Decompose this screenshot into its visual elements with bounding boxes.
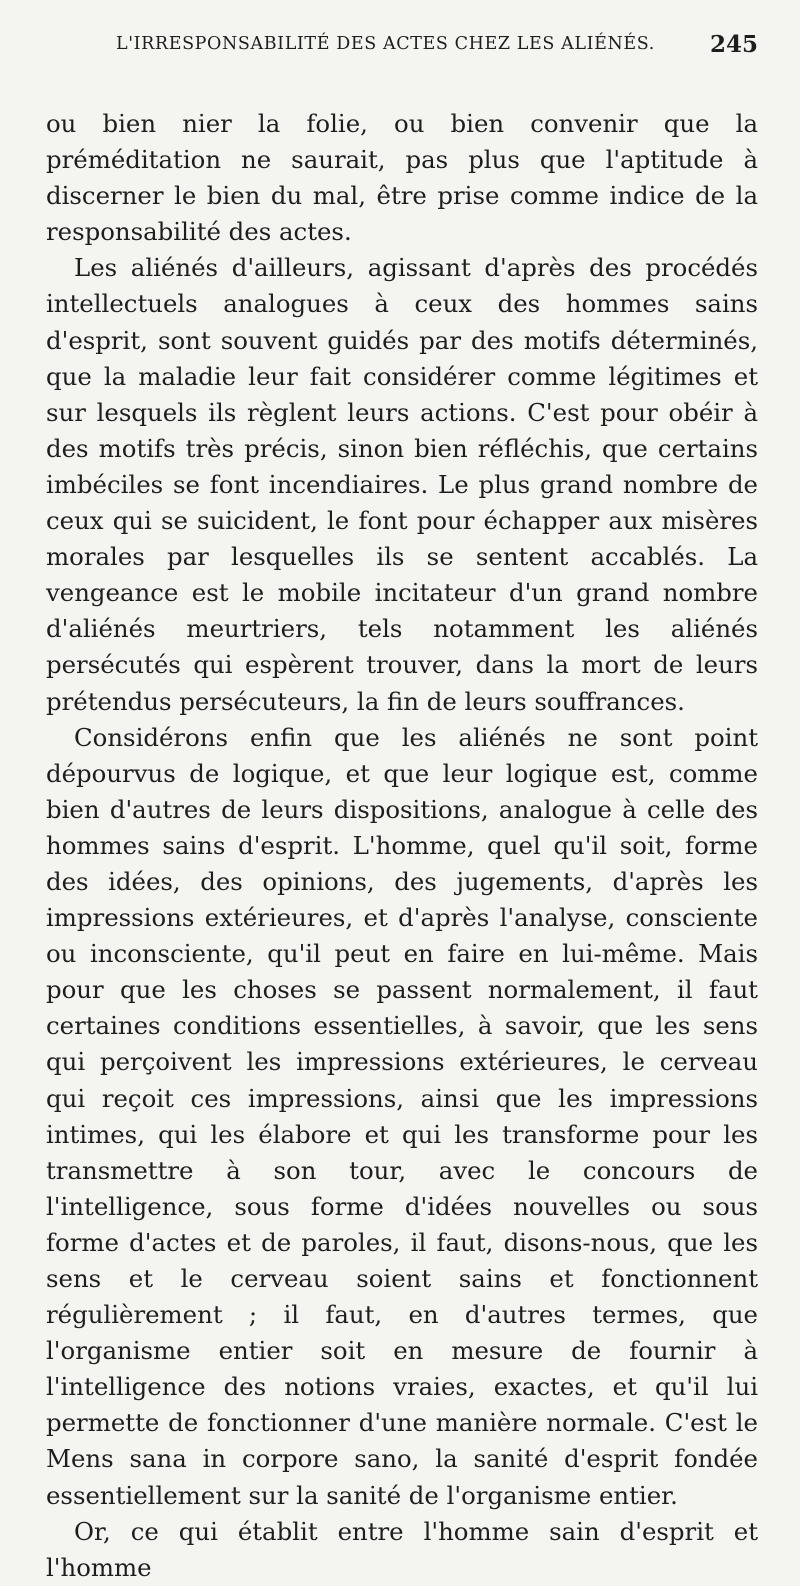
paragraph-4: Or, ce qui établit entre l'homme sain d'esprit et l'homme <box>46 1516 758 1582</box>
running-title: L'IRRESPONSABILITÉ DES ACTES CHEZ LES ALIÉNÉS. <box>116 34 655 54</box>
paragraph-1: ou bien nier la folie, ou bien convenir que la préméditation ne saurait, pas plus que l'aptitude à discerner le bien du mal, être prise comme indice de la responsabilité des actes. <box>46 109 758 247</box>
body-text <box>46 106 758 1586</box>
paragraph-2: Les aliénés d'ailleurs, agissant d'après des procédés intellectuels analogues à ceux des hommes sains d'esprit, sont souvent guidés par des motifs déterminés, que la maladie leur fait considérer comme légitimes et sur lesquels ils règlent leurs actions. C'est pour obéir à des motifs très précis, sinon bien réfléchis, que certains imbéciles se font incendiaires. Le plus grand nombre de ceux qui se suicident, le font pour échapper aux misères morales par lesquelles ils se sentent accablés. La vengeance est le mobile incitateur d'un grand nombre d'aliénés meurtriers, tels notamment les aliénés persécutés qui espèrent trouver, dans la mort de leurs prétendus persécuteurs, la fin de leurs souffrances. <box>46 253 758 716</box>
page-header <box>46 31 758 74</box>
page-number: 245 <box>709 31 758 58</box>
paragraph-3: Considérons enfin que les aliénés ne sont point dépourvus de logique, et que leur logique est, comme bien d'autres de leurs dispositions, analogue à celle des hommes sains d'esprit. L'homme, quel qu'il soit, forme des idées, des opinions, des jugements, d'après les impressions extérieures, et d'après l'analyse, consciente ou inconsciente, qu'il peut en faire en lui-même. Mais pour que les choses se passent normalement, il faut certaines conditions essentielles, à savoir, que les sens qui perçoivent les impressions extérieures, le cerveau qui reçoit ces impressions, ainsi que les impressions intimes, qui les élabore et qui les transforme pour les transmettre à son tour, avec le concours de l'intelligence, sous forme d'idées nouvelles ou sous forme d'actes et de paroles, il faut, disons-nous, que les sens et le cerveau soient sains et fonctionnent régulièrement ; il faut, en d'autres termes, que l'organisme entier soit en mesure de fournir à l'intelligence des notions vraies, exactes, et qu'il lui permette de fonctionner d'une manière normale. C'est le Mens sana in corpore sano, la sanité d'esprit fondée essentiellement sur la sanité de l'organisme entier. <box>46 722 758 1510</box>
